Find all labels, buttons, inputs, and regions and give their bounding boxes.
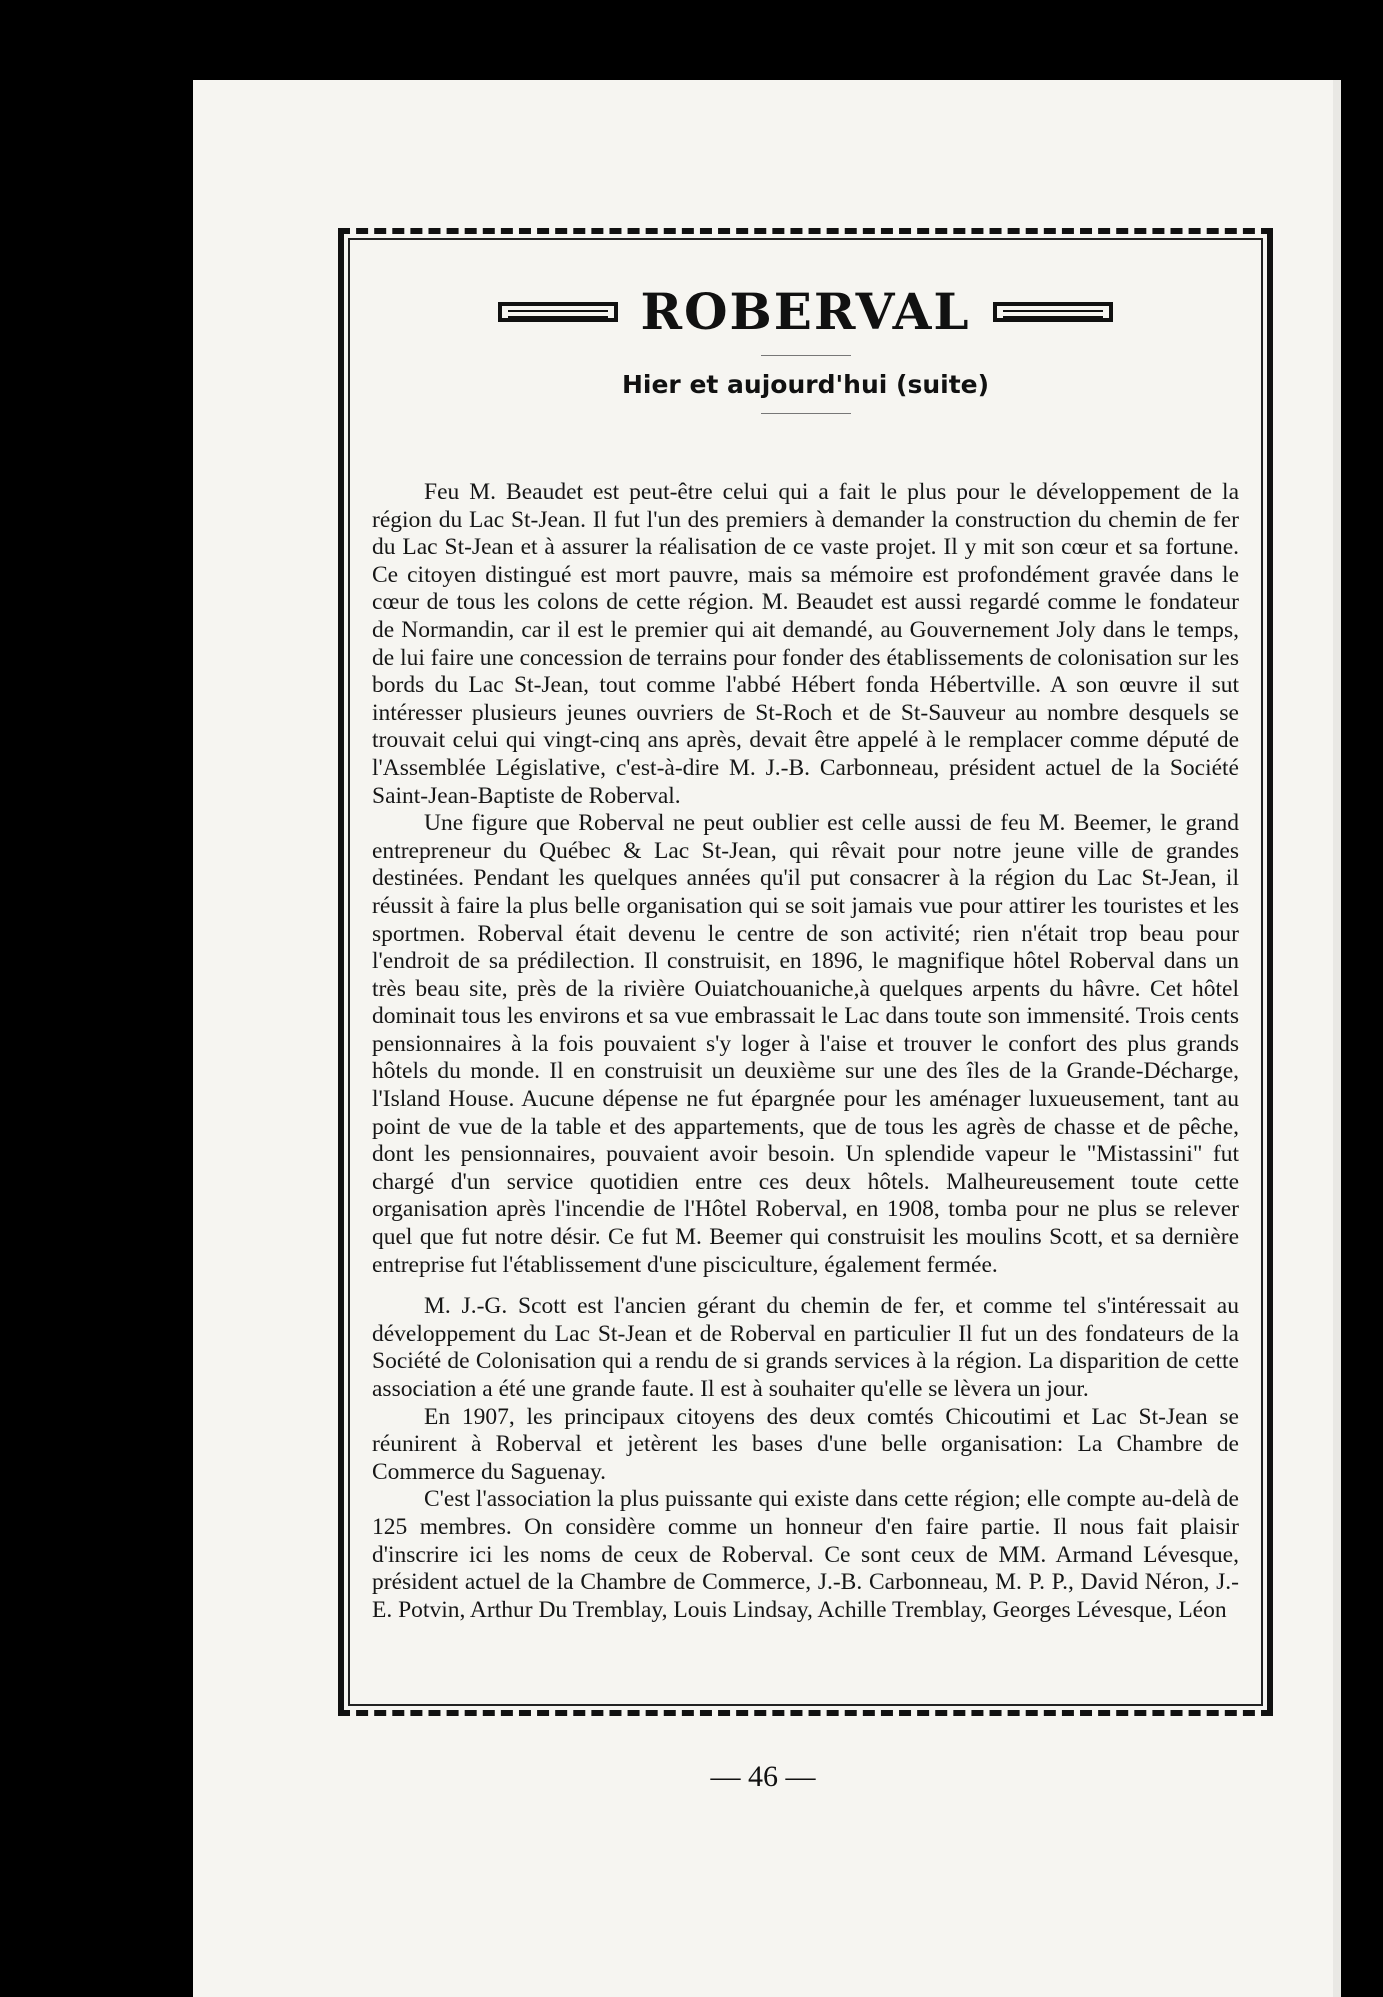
document-page bbox=[193, 80, 1333, 1997]
divider bbox=[761, 355, 851, 356]
paragraph-2: Une figure que Roberval ne peut oublier est celle aussi de feu M. Beemer, le grand entrepreneur du Québec & Lac St-Jean, qui rêvait pour notre jeune ville de grandes destinées. Pendant les quelques années qu'il put consacrer à la région du Lac St-Jean, il réussit à faire la plus belle organisation qui se soit jamais vue pour attirer les touristes et les sportmen. Roberval était devenu le centre de son activité; rien n'était trop beau pour l'endroit de sa prédilection. Il construisit, en 1896, le magnifique hôtel Roberval dans un très beau site, près de la rivière Ouiatchouaniche,à quelques arpents du hâvre. Cet hôtel dominait tous les environs et sa vue embrassait le Lac dans toute son immensité. Trois cents pensionnaires à la fois pouvaient s'y loger à l'aise et trouver le confort des plus grands hôtels du monde. Il en construisit un deuxième sur une des îles de la Grande-Décharge, l'Island House. Aucune dépense ne fut épargnée pour les aménager luxueusement, tant au point de vue de la table et des appartements, que de tous les agrès de chasse et de pêche, dont les pensionnaires, pouvaient avoir besoin. Un splendide vapeur le "Mistassini" fut chargé d'un service quotidien entre ces deux hôtels. Malheureusement toute cette organisation après l'incendie de l'Hôtel Roberval, en 1908, tomba pour ne plus se relever quel que fut notre désir. Ce fut M. Beemer qui construisit les moulins Scott, et sa dernière entreprise fut l'établissement d'une pisciculture, également fermée. bbox=[372, 810, 1239, 1278]
divider bbox=[761, 413, 851, 414]
paragraph-3: M. J.-G. Scott est l'ancien gérant du chemin de fer, et comme tel s'intéressait au développement du Lac St-Jean et de Roberval en particulier Il fut un des fondateurs de la Société de Colonisation qui a rendu de si grands services à la région. La disparition de cette association a été une grande faute. Il est à souhaiter qu'elle se lèvera un jour. bbox=[372, 1293, 1239, 1402]
page-number: — 46 — bbox=[710, 1760, 816, 1793]
page-border bbox=[338, 228, 1273, 1716]
paragraph-4: En 1907, les principaux citoyens des deux comtés Chicoutimi et Lac St-Jean se réunirent à Roberval et jetèrent les bases d'une belle organisation: La Chambre de Commerce du Saguenay. bbox=[372, 1403, 1239, 1485]
page-edge bbox=[1333, 80, 1341, 1997]
page-title: ROBERVAL bbox=[640, 282, 971, 341]
article-header bbox=[344, 282, 1267, 428]
paragraph-5: C'est l'association la plus puissante qui existe dans cette région; elle compte au-delà de 125 membres. On considère comme un honneur d'en faire partie. Il nous fait plaisir d'inscrire ici les noms de ceux de Roberval. Ce sont ceux de MM. Armand Lévesque, président actuel de la Chambre de Commerce, J.-B. Carbonneau, M. P. P., David Néron, J.-E. Potvin, Arthur Du Tremblay, Louis Lindsay, Achille Tremblay, Georges Lévesque, Léon bbox=[372, 1486, 1239, 1623]
article-body bbox=[372, 479, 1239, 1624]
right-ornament-icon bbox=[993, 302, 1113, 322]
subtitle: Hier et aujourd'hui (suite) bbox=[621, 370, 990, 399]
paragraph-1: Feu M. Beaudet est peut-être celui qui a fait le plus pour le développement de la région du Lac St-Jean. Il fut l'un des premiers à demander la construction du chemin de fer du Lac St-Jean et à assurer la réalisation de ce vaste projet. Il y mit son cœur et sa fortune. Ce citoyen distingué est mort pauvre, mais sa mémoire est profondément gravée dans le cœur de tous les colons de cette région. M. Beaudet est aussi regardé comme le fondateur de Normandin, car il est le premier qui ait demandé, au Gouvernement Joly dans le temps, de lui faire une concession de terrains pour fonder des établissements de colonisation sur les bords du Lac St-Jean, tout comme l'abbé Hébert fonda Hébertville. A son œuvre il sut intéresser plusieurs jeunes ouvriers de St-Roch et de St-Sauveur au nombre desquels se trouvait celui qui vingt-cinq ans après, devait être appelé à le remplacer comme député de l'Assemblée Législative, c'est-à-dire M. J.-B. Carbonneau, président actuel de la Société Saint-Jean-Baptiste de Roberval. bbox=[372, 479, 1239, 809]
left-ornament-icon bbox=[498, 302, 618, 322]
